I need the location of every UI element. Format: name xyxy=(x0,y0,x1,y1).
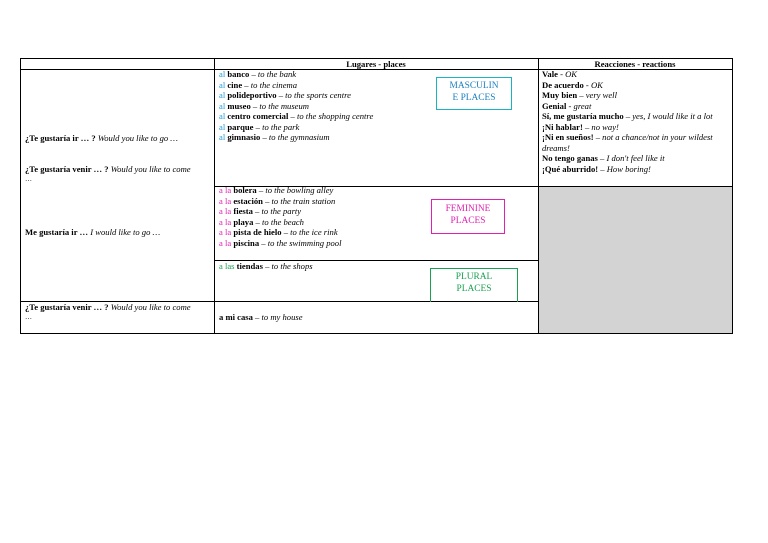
feminine-places-label: FEMININE PLACES xyxy=(431,199,505,234)
question-3: Me gustaría ir … I would like to go … xyxy=(25,227,161,237)
reaction-item: ¡Qué aburrido! – How boring! xyxy=(542,163,651,174)
question-2-continuation: … xyxy=(25,175,32,183)
home-item: a mi casa – to my house xyxy=(219,312,303,322)
list-item: al polideportivo – to the sports centre xyxy=(219,90,351,100)
question-2: ¿Te gustaría venir … ? Would you like to come xyxy=(25,164,191,174)
list-item: al centro comercial – to the shopping centre xyxy=(219,111,374,121)
reaction-item: Sí, me gustaría mucho – yes, I would like it a lot xyxy=(542,111,713,121)
question-1: ¿Te gustaría ir … ? Would you like to go … xyxy=(25,133,178,143)
reaction-item: No tengo ganas – I don't feel like it xyxy=(542,153,665,163)
empty-grey-cell xyxy=(538,186,732,333)
list-item: a la piscina – to the swimming pool xyxy=(219,237,342,248)
list-item: al parque – to the park xyxy=(219,121,300,132)
reaction-item: ¡Ni hablar! – no way! xyxy=(542,121,619,132)
plural-places-item: a las tiendas – to the shops xyxy=(219,261,313,271)
list-item: al museo – to the museum xyxy=(219,100,310,111)
question-4: ¿Te gustaría venir … ? Would you like to come xyxy=(25,302,191,312)
list-item: a la bolera – to the bowling alley xyxy=(219,185,334,195)
masculine-places-label: MASCULIN E PLACES xyxy=(436,77,512,110)
list-item: a la estación – to the train station xyxy=(219,195,336,206)
list-item: a la pista de hielo – to the ice rink xyxy=(219,227,338,237)
list-item: a la playa – to the beach xyxy=(219,216,304,227)
question-4-continuation: … xyxy=(25,313,32,321)
list-item: a la fiesta – to the party xyxy=(219,206,302,216)
reaction-item: De acuerdo - OK xyxy=(542,79,603,90)
reaction-item: Muy bien – very well xyxy=(542,90,617,100)
reactions-header: Reacciones - reactions xyxy=(594,59,676,69)
list-item: al gimnasio – to the gymnasium xyxy=(219,132,330,142)
plural-places-label: PLURAL PLACES xyxy=(430,268,518,302)
list-item: al cine – to the cinema xyxy=(219,79,298,90)
reaction-item: Vale - OK xyxy=(542,69,578,79)
places-header: Lugares - places xyxy=(346,59,406,69)
reaction-item: ¡Ni en sueños! – not a chance/not in your wildest xyxy=(542,132,713,142)
reaction-item: Genial - great xyxy=(542,100,592,111)
list-item: al banco – to the bank xyxy=(219,69,297,79)
reaction-item: dreams! xyxy=(542,142,570,153)
